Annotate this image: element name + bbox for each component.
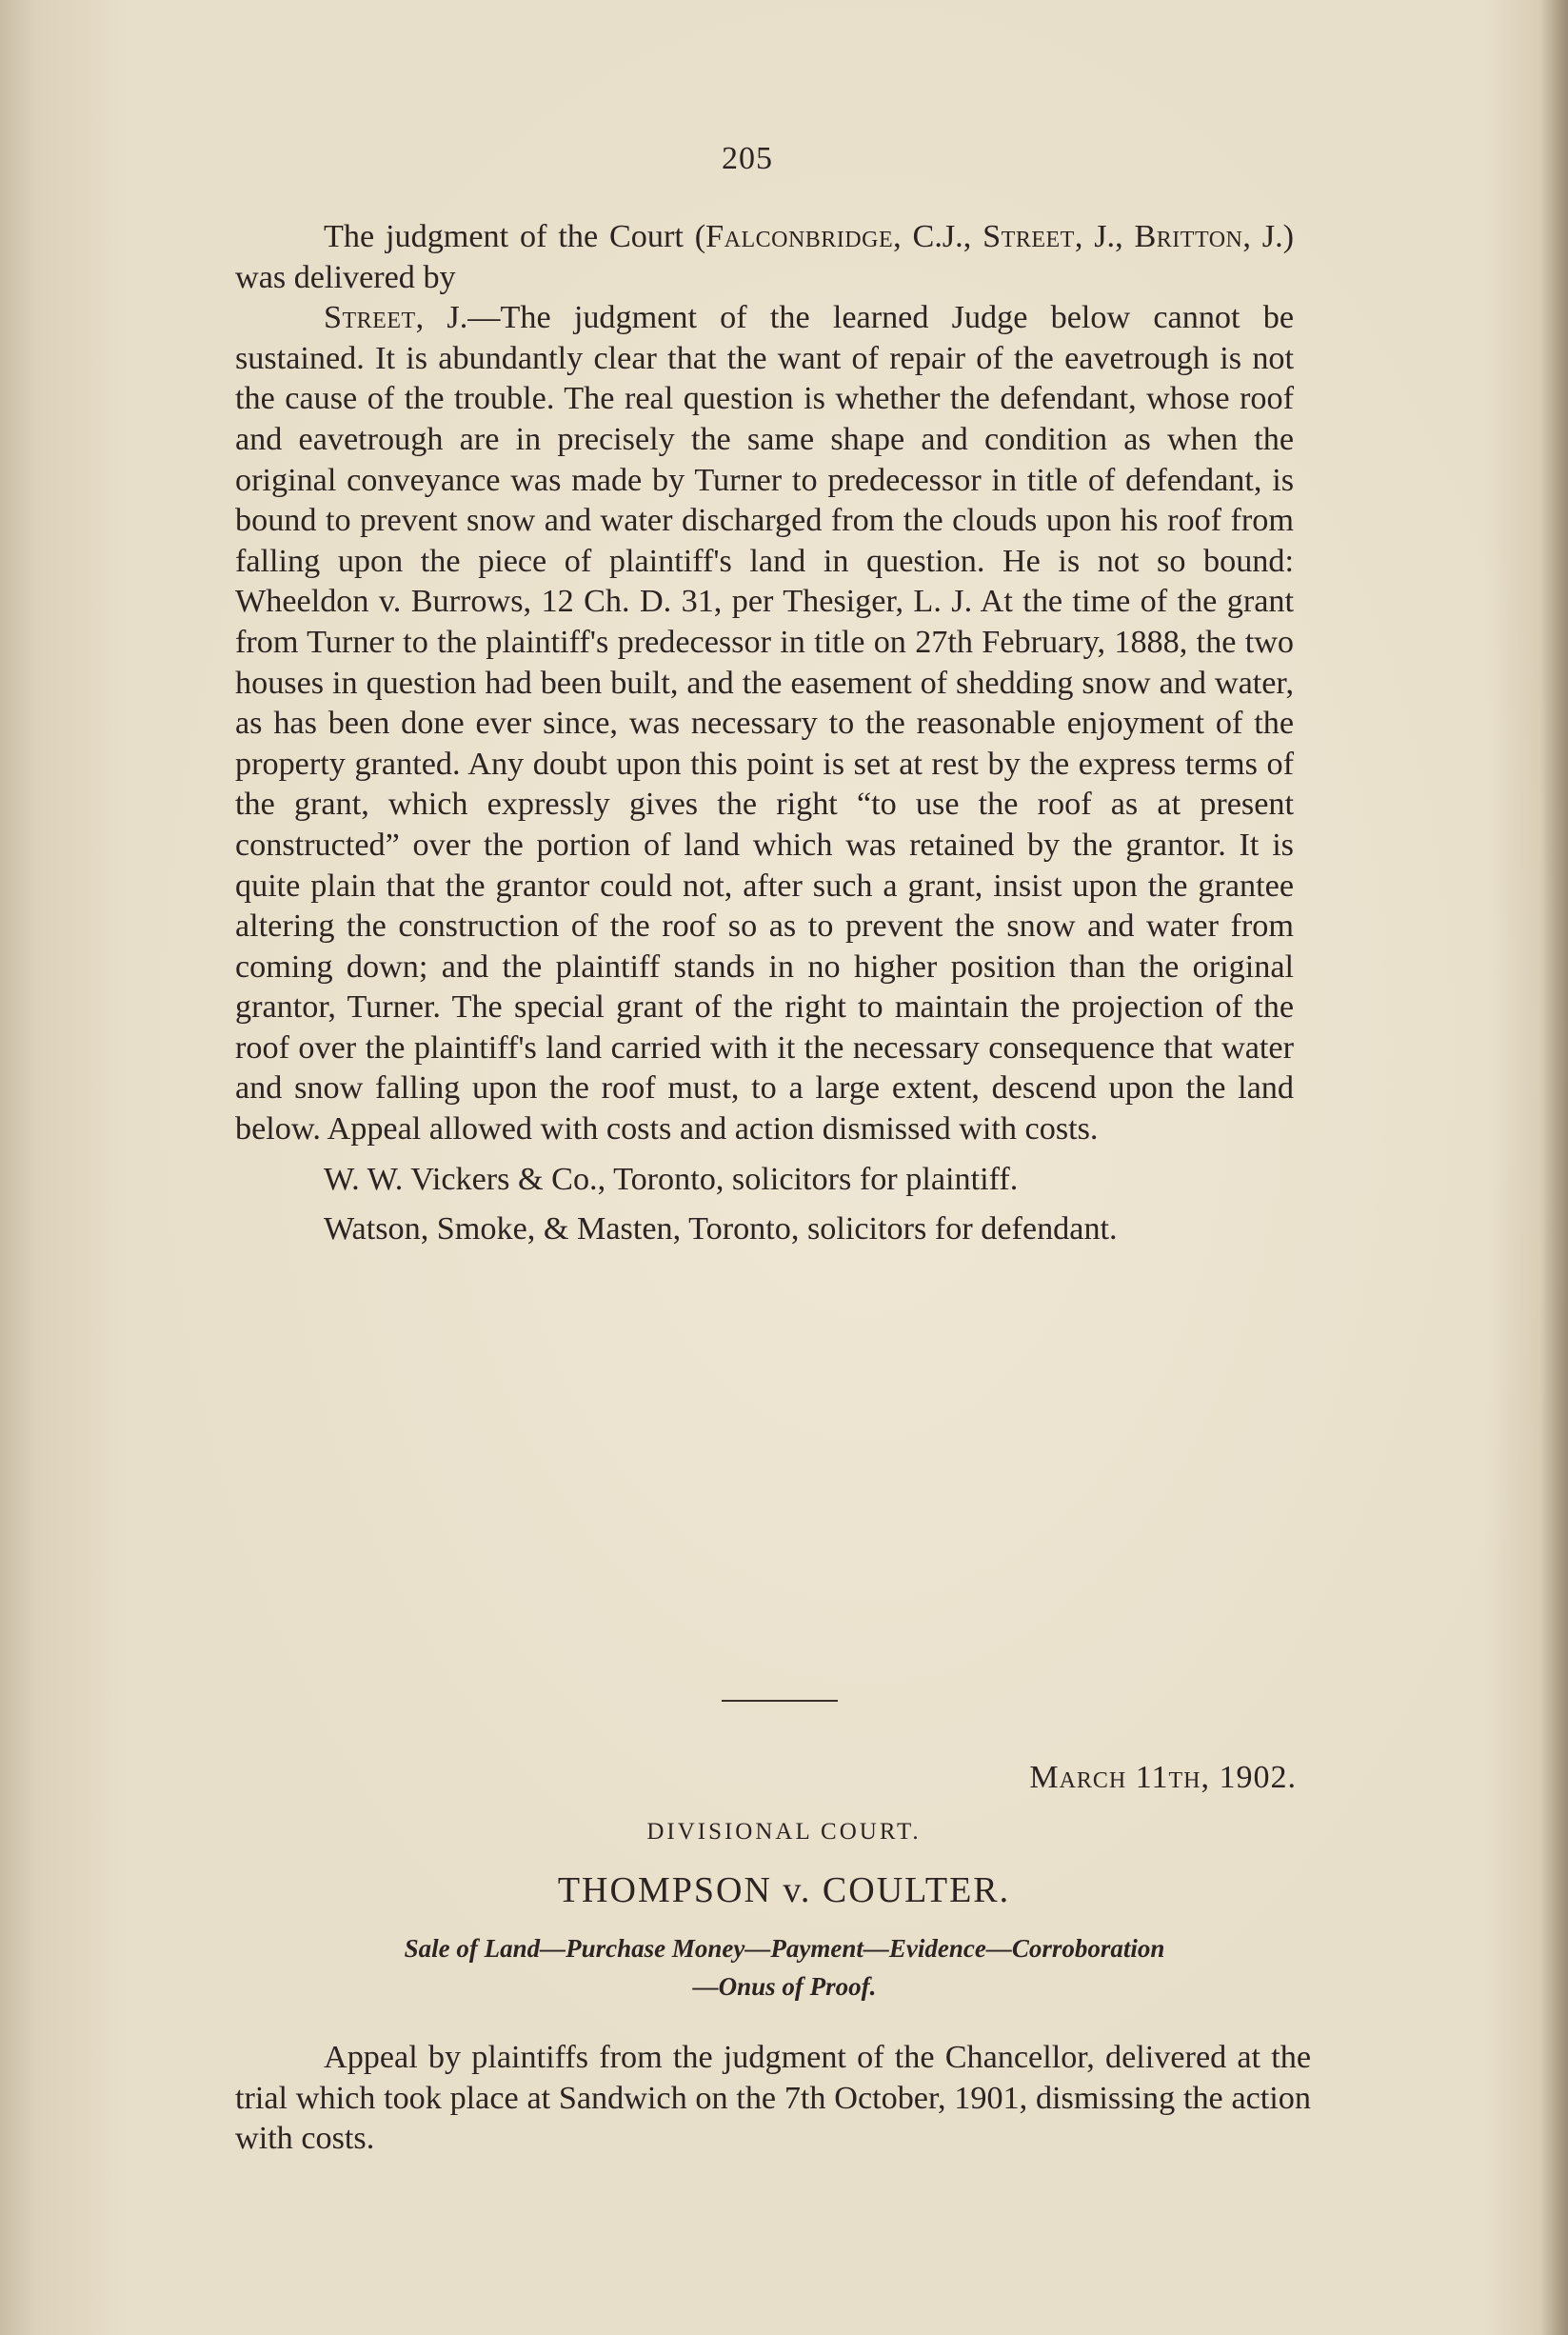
headnote-line: —Onus of Proof. (692, 1972, 877, 2001)
case-date: March 11th, 1902. (1029, 1760, 1297, 1795)
delivering-judge: Street (324, 300, 416, 336)
judgment-body-text: , J.—The judgment of the learned Judge below cannot be sustained. It is abundantly clear that the want of repair of the eavetrough is not the cause of the trouble. The real question is whether the defendant, whose roof and eavetrough are in precisely the same shape and condition as when the original conveyance was made by Turner to predecessor in title of defendant, is bound to prevent snow and water discharged from the clouds upon his roof from falling upon the piece of plaintiff's land in question. He is not so bound: Wheeldon v. Burrows, 12 Ch. D. 31, per Thesiger, L. J. At the time of the grant from Turner to the plaintiff's predecessor in title on 27th February, 1888, the two houses in question had been built, and the easement of shedding snow and water, as has been done ever since, was necessary to the reasonable enjoyment of the property granted. Any doubt upon this point is set at rest by the express terms of the grant, which expressly gives the right “to use the roof as at present constructed” over the portion of land which was retained by the grantor. It is quite plain that the grantor could not, after such a grant, insist upon the grantee altering the construction of the roof so as to prevent the snow and water from coming down; and the plaintiff stands in no higher position than the original grantor, Turner. The special grant of the right to maintain the projection of the roof over the plaintiff's land carried with it the necessary consequence that water and snow falling upon the roof must, to a large extent, descend upon the land below. Appeal allowed with costs and action dismissed with costs. (235, 300, 1294, 1148)
judgment-intro (235, 217, 1294, 298)
court-name: DIVISIONAL COURT. (646, 1819, 922, 1845)
intro-start: The judgment of the Court ( (324, 219, 706, 254)
appeal-text: Appeal by plaintiffs from the judgment of the Chancellor, delivered at the trial which took place at Sandwich on the 7th October, 1901, dismissing the action with costs. (235, 2040, 1311, 2157)
defendant-solicitors: Watson, Smoke, & Masten, Toronto, solicitors for defendant. (324, 1211, 1118, 1247)
judge-name: Falconbridge (705, 219, 894, 254)
judgment-body (235, 298, 1294, 1149)
case-title: THOMPSON v. COULTER. (557, 1870, 1011, 1910)
judge-title: , J., (1074, 219, 1135, 254)
judge-name: Street (982, 219, 1075, 254)
page-number: 205 (722, 141, 773, 176)
judgment-text (235, 217, 1294, 1250)
headnote-line: Sale of Land—Purchase Money—Payment—Evidence—Corroboration (404, 1934, 1165, 1963)
appeal-statement (235, 2038, 1311, 2160)
section-divider (722, 1700, 838, 1702)
judge-title: , C.J., (893, 219, 983, 254)
headnote (255, 1929, 1314, 2006)
plaintiff-solicitors: W. W. Vickers & Co., Toronto, solicitors for plaintiff. (324, 1161, 1019, 1197)
intro-end: , J.) was delivered by (235, 219, 1295, 295)
page-edge-shadow (1539, 0, 1568, 2335)
judge-name: Britton (1134, 219, 1243, 254)
